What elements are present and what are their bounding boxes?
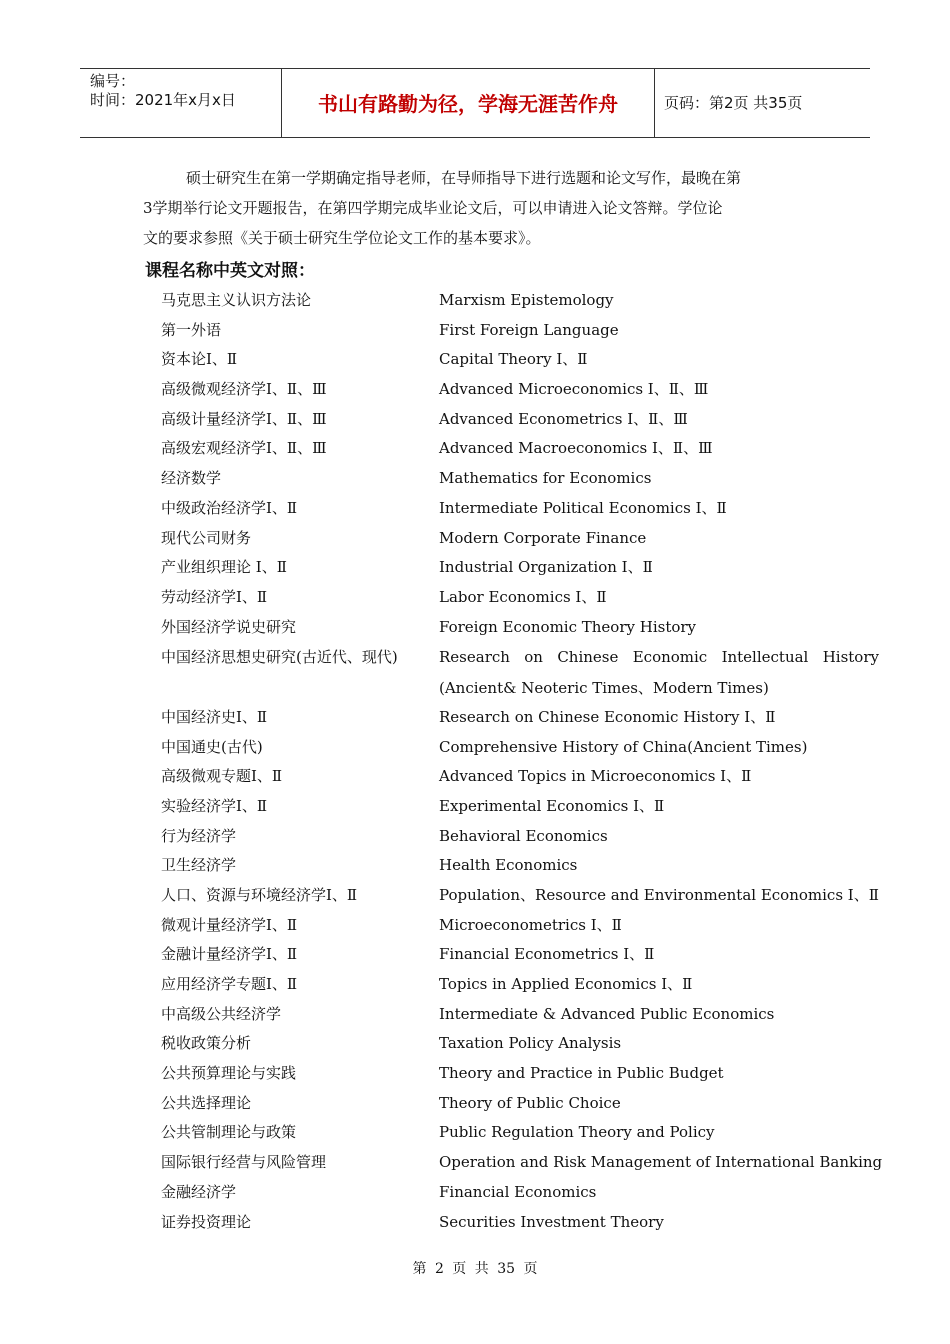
intro-line: 3学期举行论文开题报告，在第四学期完成毕业论文后，可以申请进入论文答辩。学位论 [143,199,723,217]
course-name-en: Health Economics [439,856,578,875]
course-row [161,822,881,852]
course-name-en: Intermediate Political Economics Ⅰ、Ⅱ [439,498,727,517]
course-row [161,1118,881,1148]
course-name-zh: 实验经济学Ⅰ、Ⅱ [161,796,268,815]
course-name-en: Labor Economics Ⅰ、Ⅱ [439,587,607,606]
course-name-en: Industrial Organization Ⅰ、Ⅱ [439,558,653,577]
course-name-en: Foreign Economic Theory History [439,617,697,636]
course-name-zh: 公共管制理论与政策 [161,1123,297,1142]
motto: 书山有路勤为径，学海无涯苦作舟 [318,92,618,116]
course-row [161,762,881,792]
course-name-en: Advanced Topics in Microeconomics Ⅰ、Ⅱ [439,767,752,786]
intro-paragraph [143,166,813,256]
course-list [161,286,881,1237]
course-name-zh: 高级微观专题Ⅰ、Ⅱ [161,767,283,786]
intro-line: 文的要求参照《关于硕士研究生学位论文工作的基本要求》。 [143,229,541,247]
course-name-en: Experimental Economics Ⅰ、Ⅱ [439,796,665,815]
course-name-zh: 证券投资理论 [161,1212,252,1231]
header-motto-cell [281,69,655,137]
course-name-en: Advanced Microeconomics Ⅰ、Ⅱ、Ⅲ [439,380,709,399]
course-name-en: Marxism Epistemology [439,291,614,309]
course-name-zh: 税收政策分析 [161,1034,252,1053]
course-name-zh: 经济数学 [161,469,222,488]
course-name-zh: 劳动经济学Ⅰ、Ⅱ [161,587,268,606]
course-name-zh: 产业组织理论 Ⅰ、Ⅱ [161,558,287,577]
course-name-zh: 中国通史(古代) [161,737,263,756]
course-name-zh: 高级微观经济学Ⅰ、Ⅱ、Ⅲ [161,380,327,399]
course-row [161,1059,881,1089]
course-row [161,881,881,911]
course-name-zh: 公共选择理论 [161,1093,252,1112]
course-name-zh: 外国经济学说史研究 [161,617,297,636]
course-name-en: Behavioral Economics [439,826,608,845]
course-name-en: Financial Economics [439,1182,597,1201]
course-name-en: Theory of Public Choice [439,1093,621,1112]
course-name-en: Public Regulation Theory and Policy [439,1123,715,1142]
course-row [161,405,881,435]
course-row [161,851,881,881]
course-row [161,1089,881,1119]
course-name-en: Research on Chinese Economic Intellectual History (Ancient& Neoteric Times、Modern Times) [439,648,879,697]
course-name-en: Operation and Risk Management of International Banking [439,1153,883,1172]
section-title: 课程名称中英文对照： [145,261,315,281]
course-name-zh: 中高级公共经济学 [161,1004,282,1023]
course-name-zh: 马克思主义认识方法论 [161,291,312,309]
course-name-zh: 资本论Ⅰ、Ⅱ [161,350,238,369]
course-row [161,733,881,763]
course-row [161,703,881,733]
course-row [161,286,881,316]
course-name-zh: 国际银行经营与风险管理 [161,1153,327,1172]
course-name-zh: 应用经济学专题Ⅰ、Ⅱ [161,975,298,994]
course-row [161,316,881,346]
course-name-en: Securities Investment Theory [439,1212,664,1231]
course-row [161,1029,881,1059]
page-footer: 第 2 页 共 35 页 [412,1261,538,1277]
course-name-en: Intermediate & Advanced Public Economics [439,1004,775,1023]
course-name-zh: 公共预算理论与实践 [161,1064,297,1083]
course-name-zh: 中级政治经济学Ⅰ、Ⅱ [161,498,298,517]
course-name-en: Capital Theory Ⅰ、Ⅱ [439,350,588,369]
course-name-en: Microeconometrics Ⅰ、Ⅱ [439,915,622,934]
course-row [161,1148,881,1178]
course-name-en: First Foreign Language [439,320,619,339]
header-page-cell [654,69,870,137]
course-name-en: Theory and Practice in Public Budget [439,1064,724,1083]
course-row [161,1208,881,1238]
course-row [161,494,881,524]
course-name-en: Mathematics for Economics [439,469,652,488]
course-name-zh: 高级宏观经济学Ⅰ、Ⅱ、Ⅲ [161,439,327,458]
course-name-en: Advanced Macroeconomics Ⅰ、Ⅱ、Ⅲ [439,439,713,458]
course-name-zh: 卫生经济学 [161,856,237,875]
course-name-en: Advanced Econometrics Ⅰ、Ⅱ、Ⅲ [439,409,688,428]
course-name-en: Taxation Policy Analysis [439,1034,622,1053]
course-name-zh: 行为经济学 [161,826,237,845]
page-code: 页码：第2页 共35页 [664,94,803,112]
course-name-zh: 金融经济学 [161,1182,237,1201]
course-name-zh: 人口、资源与环境经济学Ⅰ、Ⅱ [161,885,358,904]
course-row [161,553,881,583]
course-name-en: Population、Resource and Environmental Economics Ⅰ、Ⅱ [439,885,879,904]
course-row [161,1178,881,1208]
course-name-zh: 第一外语 [161,320,222,339]
course-name-en: Modern Corporate Finance [439,528,647,547]
course-name-en: Comprehensive History of China(Ancient Times) [439,737,808,756]
course-row [161,583,881,613]
course-row [161,1000,881,1030]
header-meta [80,69,280,137]
course-name-zh: 现代公司财务 [161,528,252,547]
course-row [161,524,881,554]
date-label: 时间：2021年x月x日 [90,91,236,109]
course-row [161,940,881,970]
course-row [161,911,881,941]
course-name-en: Research on Chinese Economic History Ⅰ、Ⅱ [439,707,776,726]
course-row [161,613,881,643]
course-row [161,434,881,464]
course-name-zh: 中国经济史Ⅰ、Ⅱ [161,707,268,726]
course-name-zh: 高级计量经济学Ⅰ、Ⅱ、Ⅲ [161,409,327,428]
course-name-en: Topics in Applied Economics Ⅰ、Ⅱ [439,975,693,994]
course-row [161,970,881,1000]
course-row [161,375,881,405]
course-row [161,345,881,375]
course-name-zh: 金融计量经济学Ⅰ、Ⅱ [161,945,298,964]
number-label: 编号： [90,72,136,90]
course-name-zh: 中国经济思想史研究(古近代、现代) [161,648,398,667]
course-name-en: Financial Econometrics Ⅰ、Ⅱ [439,945,655,964]
page-header [80,68,870,138]
course-row [161,464,881,494]
course-name-zh: 微观计量经济学Ⅰ、Ⅱ [161,915,298,934]
course-row [161,792,881,822]
course-row [161,642,881,703]
intro-line: 硕士研究生在第一学期确定指导老师，在导师指导下进行选题和论文写作，最晚在第 [186,169,742,187]
